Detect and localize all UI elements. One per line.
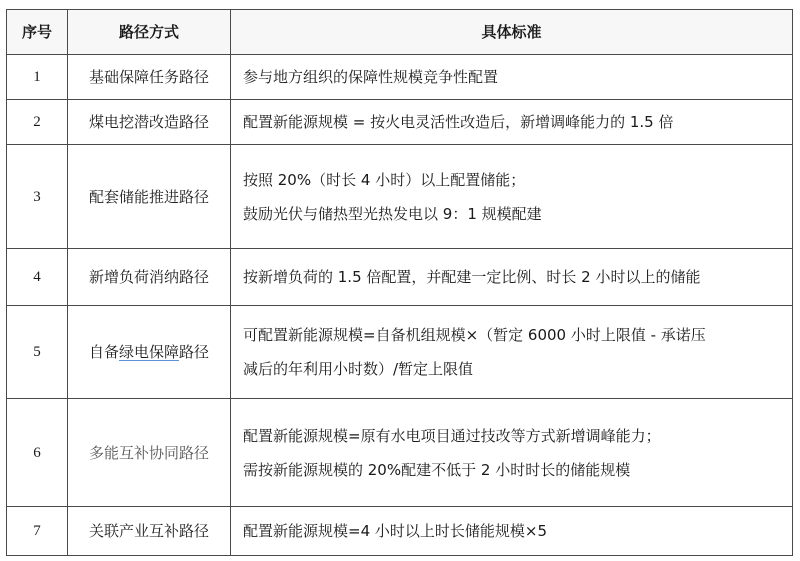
standard-line: 配置新能源规模=原有水电项目通过技改等方式新增调峰能力； xyxy=(243,426,661,445)
row-number: 7 xyxy=(7,507,68,556)
path-method-cell: 多能互补协同路径 xyxy=(68,399,231,507)
standard-cell xyxy=(231,100,793,145)
table-header-row xyxy=(7,10,793,55)
path-method-cell: 关联产业互补路径 xyxy=(68,507,231,556)
path-text-suffix: 路径 xyxy=(179,343,210,361)
row-number: 2 xyxy=(7,100,68,145)
path-method-cell xyxy=(68,306,231,399)
standard-cell xyxy=(231,145,793,249)
path-method-cell: 新增负荷消纳路径 xyxy=(68,249,231,306)
standard-cell xyxy=(231,55,793,100)
table-row xyxy=(7,249,793,306)
standard-cell xyxy=(231,507,793,556)
standard-cell xyxy=(231,249,793,306)
row-number: 5 xyxy=(7,306,68,399)
header-serial-number: 序号 xyxy=(7,10,68,55)
table-row xyxy=(7,399,793,507)
table-row xyxy=(7,306,793,399)
standard-line: 参与地方组织的保障性规模竞争性配置 xyxy=(243,68,499,86)
standard-line: 按新增负荷的 1.5 倍配置，并配建一定比例、时长 2 小时以上的储能 xyxy=(243,268,701,286)
table-row xyxy=(7,55,793,100)
row-number: 3 xyxy=(7,145,68,249)
standard-line: 鼓励光伏与储热型光热发电以 9：1 规模配建 xyxy=(243,204,542,223)
table-row xyxy=(7,507,793,556)
table-row xyxy=(7,145,793,249)
row-number: 4 xyxy=(7,249,68,306)
header-path-method: 路径方式 xyxy=(68,10,231,55)
row-number: 6 xyxy=(7,399,68,507)
table-row xyxy=(7,100,793,145)
standard-cell xyxy=(231,306,793,399)
row-number: 1 xyxy=(7,55,68,100)
standard-line: 配置新能源规模 = 按火电灵活性改造后，新增调峰能力的 1.5 倍 xyxy=(243,113,674,131)
path-method-cell: 煤电挖潜改造路径 xyxy=(68,100,231,145)
path-method-cell: 配套储能推进路径 xyxy=(68,145,231,249)
standard-line: 可配置新能源规模=自备机组规模×（暂定 6000 小时上限值 - 承诺压 xyxy=(243,326,706,344)
underlined-term: 绿电保障 xyxy=(118,343,179,361)
header-specific-standard: 具体标准 xyxy=(231,10,793,55)
standard-cell xyxy=(231,399,793,507)
standard-line: 按照 20%（时长 4 小时）以上配置储能； xyxy=(243,170,526,189)
path-standards-table xyxy=(6,9,793,556)
path-method-cell: 基础保障任务路径 xyxy=(68,55,231,100)
path-text-prefix: 自备 xyxy=(88,343,119,361)
standard-line: 减后的年利用小时数）/暂定上限值 xyxy=(243,360,474,378)
standard-line: 配置新能源规模=4 小时以上时长储能规模×5 xyxy=(243,522,547,540)
standard-line: 需按新能源规模的 20%配建不低于 2 小时时长的储能规模 xyxy=(243,460,631,479)
